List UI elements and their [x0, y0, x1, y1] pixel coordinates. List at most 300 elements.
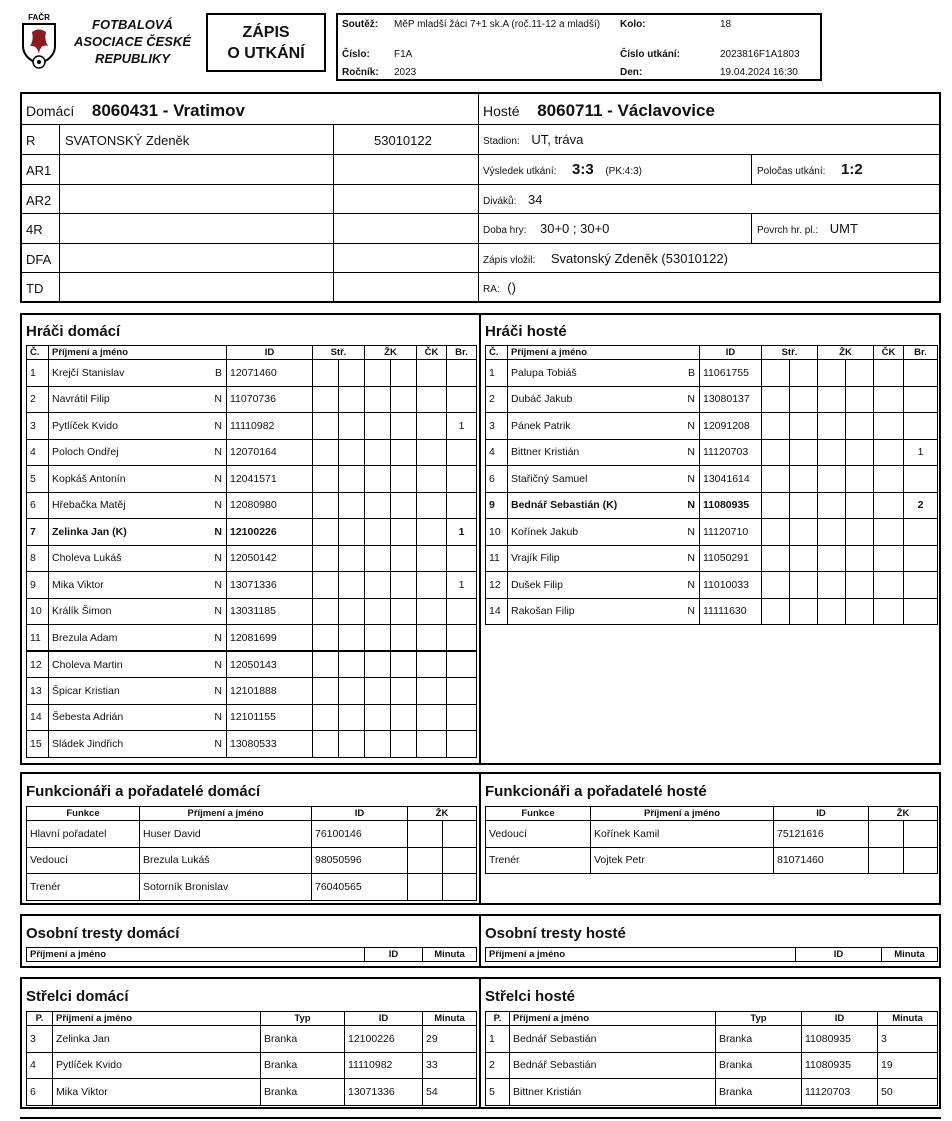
player-flag: N — [214, 684, 222, 697]
player-name-cell — [508, 519, 700, 546]
player-id: 12100226 — [227, 519, 313, 546]
player-number: 7 — [27, 519, 49, 546]
col-header: Br. — [904, 346, 938, 360]
away-players-table — [485, 345, 938, 625]
player-flag: N — [214, 578, 222, 591]
col-header: ID — [227, 346, 313, 360]
empty-cell — [790, 545, 818, 572]
player-flag: B — [687, 366, 695, 379]
home-scorers-table — [26, 1011, 477, 1106]
player-name: Krejčí Stanislav — [52, 366, 125, 379]
empty-cell — [391, 625, 417, 652]
col-name: Příjmení a jméno — [27, 948, 365, 962]
empty-cell — [846, 466, 874, 493]
player-id: 11080935 — [700, 492, 762, 519]
player-id: 12050143 — [227, 651, 313, 678]
col-minute: Minuta — [423, 948, 477, 962]
empty-cell — [818, 545, 846, 572]
empty-cell — [443, 847, 477, 874]
player-number: 4 — [486, 439, 508, 466]
empty-cell — [846, 545, 874, 572]
player-flag: N — [214, 393, 222, 406]
facr-logo — [18, 12, 60, 70]
empty-cell — [846, 386, 874, 413]
empty-cell — [762, 492, 790, 519]
player-flag: N — [687, 605, 695, 618]
away-staff-table — [485, 806, 938, 874]
empty-cell — [874, 386, 904, 413]
player-name-cell — [49, 572, 227, 599]
scorer-row — [27, 1052, 477, 1079]
empty-cell — [790, 439, 818, 466]
player-number: 9 — [27, 572, 49, 599]
col-name: Příjmení a jméno — [486, 948, 796, 962]
role-td-id — [334, 273, 479, 301]
col-header: Příjmení a jméno — [49, 346, 227, 360]
duration-cell — [479, 214, 752, 244]
col-header: P. — [27, 1012, 53, 1026]
player-number: 6 — [27, 492, 49, 519]
scorer-type: Branka — [716, 1052, 802, 1079]
player-row — [486, 492, 938, 519]
ra-label: RA: — [483, 284, 500, 295]
player-id: 11111630 — [700, 598, 762, 625]
player-id: 13031185 — [227, 598, 313, 625]
empty-cell — [365, 598, 391, 625]
competition-label: Soutěž: — [342, 19, 379, 30]
away-team-cell — [479, 94, 939, 125]
empty-cell — [874, 492, 904, 519]
player-row — [27, 678, 477, 705]
empty-cell — [408, 821, 443, 848]
col-minute: Minuta — [882, 948, 938, 962]
scorer-type: Branka — [716, 1079, 802, 1106]
staff-role: Trenér — [486, 847, 591, 874]
home-scorers-title: Střelci domácí — [26, 988, 129, 1005]
col-header: Příjmení a jméno — [508, 346, 700, 360]
empty-cell — [846, 492, 874, 519]
player-row — [27, 413, 477, 440]
player-number: 3 — [27, 413, 49, 440]
player-id: 13080533 — [227, 731, 313, 758]
role-dfa-id — [334, 244, 479, 273]
player-name: Špicar Kristian — [52, 684, 120, 697]
empty-cell — [790, 572, 818, 599]
empty-cell — [339, 598, 365, 625]
staff-section — [20, 772, 941, 905]
player-row — [486, 360, 938, 387]
empty-cell — [869, 847, 904, 874]
empty-cell — [762, 413, 790, 440]
role-dfa-name — [60, 244, 334, 273]
col-header: ČK — [417, 346, 447, 360]
player-goals: 1 — [447, 572, 477, 599]
player-id: 12080980 — [227, 492, 313, 519]
logo-text: FAČR — [28, 13, 50, 22]
col-header: Příjmení a jméno — [140, 807, 312, 821]
player-name: Pánek Patrik — [511, 419, 571, 432]
player-id: 13080137 — [700, 386, 762, 413]
section-divider — [479, 916, 481, 966]
player-name-cell — [49, 360, 227, 387]
player-number: 12 — [27, 651, 49, 678]
player-name: Poloch Ondřej — [52, 446, 119, 459]
away-label: Hosté — [483, 103, 520, 119]
player-number: 1 — [27, 360, 49, 387]
player-flag: N — [214, 525, 222, 538]
player-name: Choleva Martin — [52, 658, 123, 671]
player-goals — [904, 466, 938, 493]
player-goals — [447, 731, 477, 758]
player-row — [27, 598, 477, 625]
empty-cell — [339, 439, 365, 466]
association-name: FOTBALOVÁ ASOCIACE ČESKÉ REPUBLIKY — [73, 17, 192, 66]
spectators-label: Diváků: — [483, 196, 517, 207]
empty-cell — [904, 847, 938, 874]
number-label: Číslo: — [342, 49, 370, 60]
match-meta-box — [336, 13, 822, 81]
empty-cell — [365, 678, 391, 705]
empty-cell — [365, 492, 391, 519]
player-name: Kopkáš Antonín — [52, 472, 126, 485]
empty-cell — [846, 360, 874, 387]
empty-cell — [846, 413, 874, 440]
player-name: Rakošan Filip — [511, 605, 575, 618]
staff-name: Sotorník Bronislav — [140, 874, 312, 901]
player-flag: N — [687, 472, 695, 485]
scorer-order: 6 — [27, 1079, 53, 1106]
empty-cell — [391, 704, 417, 731]
empty-cell — [313, 598, 339, 625]
scorer-id: 12100226 — [345, 1026, 423, 1053]
empty-cell — [339, 731, 365, 758]
player-flag: N — [214, 605, 222, 618]
home-scorers-header — [27, 1012, 477, 1026]
player-row — [27, 651, 477, 678]
player-row — [486, 598, 938, 625]
section-divider — [479, 774, 481, 903]
col-header: ID — [802, 1012, 878, 1026]
col-header: Funkce — [27, 807, 140, 821]
empty-cell — [790, 519, 818, 546]
empty-cell — [391, 731, 417, 758]
player-row — [27, 386, 477, 413]
scorer-minute: 54 — [423, 1079, 477, 1106]
col-header: ID — [700, 346, 762, 360]
staff-id: 98050596 — [312, 847, 408, 874]
col-header: ID — [774, 807, 869, 821]
col-header: Č. — [486, 346, 508, 360]
player-flag: N — [687, 552, 695, 565]
player-name-cell — [508, 466, 700, 493]
col-header: ID — [312, 807, 408, 821]
player-goals — [447, 439, 477, 466]
player-name-cell — [49, 598, 227, 625]
player-number: 10 — [27, 598, 49, 625]
scorer-name: Bittner Kristián — [510, 1079, 716, 1106]
player-number: 5 — [27, 466, 49, 493]
staff-row — [27, 874, 477, 901]
empty-cell — [818, 360, 846, 387]
empty-cell — [846, 572, 874, 599]
competition-value: MěP mladší žáci 7+1 sk.A (roč.11-12 a mladší) — [394, 19, 601, 30]
scorer-minute: 33 — [423, 1052, 477, 1079]
col-header: Příjmení a jméno — [510, 1012, 716, 1026]
ra-value: () — [507, 280, 516, 295]
scorers-section — [20, 977, 941, 1109]
player-flag: N — [214, 446, 222, 459]
empty-cell — [874, 413, 904, 440]
player-name-cell — [49, 386, 227, 413]
empty-cell — [313, 572, 339, 599]
scorer-type: Branka — [716, 1026, 802, 1053]
player-goals — [447, 386, 477, 413]
entered-cell — [479, 244, 939, 273]
empty-cell — [339, 360, 365, 387]
role-ar1-id — [334, 155, 479, 185]
scorer-id: 11080935 — [802, 1026, 878, 1053]
empty-cell — [818, 466, 846, 493]
empty-cell — [313, 386, 339, 413]
staff-row — [27, 821, 477, 848]
staff-row — [27, 847, 477, 874]
empty-cell — [313, 439, 339, 466]
player-goals — [904, 545, 938, 572]
empty-cell — [313, 731, 339, 758]
role-ar1: AR1 — [22, 155, 60, 185]
role-4r-name — [60, 214, 334, 244]
empty-cell — [417, 625, 447, 652]
empty-cell — [313, 651, 339, 678]
player-goals — [447, 492, 477, 519]
player-number: 10 — [486, 519, 508, 546]
empty-cell — [391, 545, 417, 572]
player-row — [27, 519, 477, 546]
staff-role: Vedoucí — [27, 847, 140, 874]
empty-cell — [762, 572, 790, 599]
player-row — [27, 360, 477, 387]
empty-cell — [869, 821, 904, 848]
empty-cell — [417, 704, 447, 731]
col-header: ŽK — [365, 346, 417, 360]
away-players-header — [486, 346, 938, 360]
match-no-label: Číslo utkání: — [620, 49, 681, 60]
player-number: 1 — [486, 360, 508, 387]
players-section — [20, 313, 941, 765]
empty-cell — [339, 386, 365, 413]
player-goals — [447, 360, 477, 387]
result-label: Výsledek utkání: — [483, 166, 557, 177]
role-r: R — [22, 125, 60, 155]
empty-cell — [391, 651, 417, 678]
player-flag: N — [214, 631, 222, 644]
player-number: 2 — [486, 386, 508, 413]
empty-cell — [417, 492, 447, 519]
player-goals — [904, 572, 938, 599]
result-pk: (PK:4:3) — [605, 166, 642, 177]
scorer-order: 5 — [486, 1079, 510, 1106]
home-penalties-header — [27, 948, 477, 962]
empty-cell — [904, 821, 938, 848]
player-id: 12101155 — [227, 704, 313, 731]
empty-cell — [417, 519, 447, 546]
empty-cell — [339, 625, 365, 652]
player-name: Zelinka Jan (K) — [52, 525, 127, 538]
player-name-cell — [49, 678, 227, 705]
empty-cell — [818, 386, 846, 413]
player-name-cell — [49, 704, 227, 731]
empty-cell — [391, 492, 417, 519]
empty-cell — [846, 598, 874, 625]
empty-cell — [874, 519, 904, 546]
role-4r: 4R — [22, 214, 60, 244]
entered-value: Svatonský Zdeněk (53010122) — [550, 251, 728, 266]
player-name: Dušek Filip — [511, 578, 563, 591]
day-label: Den: — [620, 67, 643, 78]
player-name: Stařičný Samuel — [511, 472, 588, 485]
player-id: 12050142 — [227, 545, 313, 572]
col-header: ID — [345, 1012, 423, 1026]
player-name-cell — [49, 625, 227, 652]
player-goals — [447, 545, 477, 572]
role-r-id: 53010122 — [334, 125, 479, 155]
player-goals: 1 — [447, 519, 477, 546]
empty-cell — [391, 519, 417, 546]
away-staff-header — [486, 807, 938, 821]
stadium-label: Stadion: — [483, 136, 520, 147]
surface-value: UMT — [829, 221, 858, 236]
empty-cell — [365, 413, 391, 440]
player-row — [486, 572, 938, 599]
player-name: Pytlíček Kvido — [52, 419, 118, 432]
empty-cell — [391, 413, 417, 440]
empty-cell — [365, 572, 391, 599]
player-row — [27, 625, 477, 652]
player-number: 3 — [486, 413, 508, 440]
player-id: 11110982 — [227, 413, 313, 440]
player-row — [27, 545, 477, 572]
col-header: Minuta — [878, 1012, 938, 1026]
empty-cell — [417, 572, 447, 599]
empty-cell — [874, 572, 904, 599]
player-row — [27, 439, 477, 466]
empty-cell — [313, 492, 339, 519]
player-name-cell — [49, 651, 227, 678]
empty-cell — [313, 545, 339, 572]
empty-cell — [339, 492, 365, 519]
role-td-name — [60, 273, 334, 301]
empty-cell — [339, 466, 365, 493]
empty-cell — [846, 519, 874, 546]
role-ar2: AR2 — [22, 185, 60, 214]
result-cell — [479, 155, 752, 185]
col-header: ČK — [874, 346, 904, 360]
player-goals — [447, 678, 477, 705]
away-team: 8060711 - Václavovice — [537, 101, 715, 120]
empty-cell — [762, 360, 790, 387]
player-id: 13041614 — [700, 466, 762, 493]
player-name: Králík Šimon — [52, 605, 112, 618]
player-goals — [904, 598, 938, 625]
scorer-id: 13071336 — [345, 1079, 423, 1106]
player-name-cell — [49, 731, 227, 758]
home-players-header — [27, 346, 477, 360]
player-name: Brezula Adam — [52, 631, 118, 644]
empty-cell — [790, 413, 818, 440]
scorer-name: Bednář Sebastián — [510, 1026, 716, 1053]
home-staff-header — [27, 807, 477, 821]
role-dfa: DFA — [22, 244, 60, 273]
player-row — [27, 492, 477, 519]
col-header: Minuta — [423, 1012, 477, 1026]
scorer-row — [486, 1079, 938, 1106]
scorer-type: Branka — [261, 1052, 345, 1079]
empty-cell — [365, 360, 391, 387]
player-number: 13 — [27, 678, 49, 705]
scorer-order: 2 — [486, 1052, 510, 1079]
empty-cell — [818, 413, 846, 440]
empty-cell — [408, 847, 443, 874]
player-flag: N — [687, 393, 695, 406]
empty-cell — [365, 625, 391, 652]
number-value: F1A — [394, 49, 413, 60]
empty-cell — [874, 466, 904, 493]
empty-cell — [365, 466, 391, 493]
empty-cell — [874, 598, 904, 625]
stadium-cell — [479, 125, 939, 155]
empty-cell — [818, 598, 846, 625]
player-id: 11120710 — [700, 519, 762, 546]
home-penalties-table — [26, 947, 477, 962]
player-goals: 1 — [447, 413, 477, 440]
staff-id: 76040565 — [312, 874, 408, 901]
next-section-edge — [20, 1117, 941, 1121]
player-name: Navrátil Filip — [52, 393, 110, 406]
entered-label: Zápis vložil: — [483, 255, 536, 266]
staff-id: 76100146 — [312, 821, 408, 848]
home-players-table — [26, 345, 477, 758]
player-name: Dubáč Jakub — [511, 393, 573, 406]
player-number: 14 — [27, 704, 49, 731]
section-divider — [479, 315, 481, 763]
halftime-value: 1:2 — [841, 161, 863, 178]
empty-cell — [790, 492, 818, 519]
staff-role: Trenér — [27, 874, 140, 901]
role-td: TD — [22, 273, 60, 301]
col-header: Typ — [716, 1012, 802, 1026]
player-name-cell — [508, 360, 700, 387]
player-goals — [904, 519, 938, 546]
col-header: Br. — [447, 346, 477, 360]
round-label: Kolo: — [620, 19, 646, 30]
home-staff-title: Funkcionáři a pořadatelé domácí — [26, 783, 261, 800]
scorer-row — [27, 1026, 477, 1053]
player-name-cell — [49, 466, 227, 493]
staff-id: 81071460 — [774, 847, 869, 874]
scorer-name: Zelinka Jan — [53, 1026, 261, 1053]
player-number: 6 — [486, 466, 508, 493]
player-name-cell — [49, 519, 227, 546]
player-id: 12091208 — [700, 413, 762, 440]
player-goals — [904, 413, 938, 440]
scorer-order: 3 — [27, 1026, 53, 1053]
player-goals — [447, 598, 477, 625]
empty-cell — [818, 439, 846, 466]
col-header: Příjmení a jméno — [591, 807, 774, 821]
player-name: Palupa Tobiáš — [511, 366, 577, 379]
player-name: Kořínek Jakub — [511, 525, 579, 538]
empty-cell — [365, 704, 391, 731]
